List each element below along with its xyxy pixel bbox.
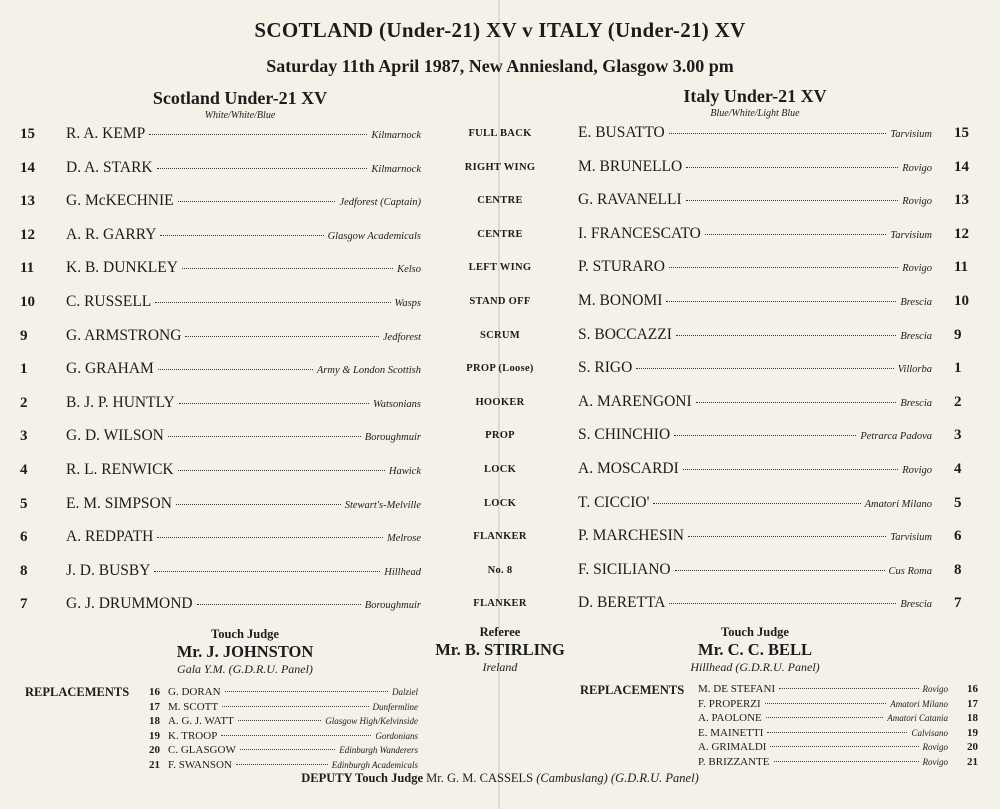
leader-dots [221,735,371,736]
leader-dots [774,761,919,762]
italy-player-club: Rovigo [902,162,932,174]
scotland-player-club: Army & London Scottish [316,365,421,377]
scotland-player-entry [66,259,421,277]
scotland-player-number: 2 [20,394,28,411]
official-club: Ireland [482,660,518,674]
leader-dots [157,168,368,169]
scotland-replacement-row [136,701,418,716]
scotland-player-number: 3 [20,428,28,445]
italy-player-club: Tarvisium [890,532,932,544]
leader-dots [238,720,321,721]
scotland-player-entry [66,159,421,177]
scotland-team-heading [120,88,360,121]
scotland-player-entry [66,562,421,580]
leader-dots [770,746,918,747]
leader-dots [225,691,388,692]
italy-player-club: Brescia [900,330,932,342]
position-label: FULL BACK [468,128,532,139]
position-label: SCRUM [480,329,520,341]
deputy-name: Mr. G. M. CASSELS [426,771,534,785]
scotland-player-entry [66,327,421,345]
scotland-player-club: Kelso [397,264,421,276]
official-club: Gala Y.M. (G.D.R.U. Panel) [177,662,313,676]
replacement-number: 20 [967,741,978,754]
italy-player-club: Brescia [900,297,932,308]
scotland-replacement-row [136,730,418,745]
leader-dots [157,537,383,538]
deputy-club: (Cambuslang) (G.D.R.U. Panel) [536,771,699,785]
italy-player-club: Tarvisium [890,229,932,241]
leader-dots [696,402,897,403]
italy-player-number: 2 [954,393,962,410]
position-label: FLANKER [473,598,527,610]
leader-dots [765,703,887,704]
italy-player-number: 3 [954,427,962,444]
scotland-player-name: D. A. STARK [66,158,153,176]
replacement-number: 17 [149,700,160,713]
scotland-player-name: K. B. DUNKLEY [66,259,178,277]
italy-player-name: S. RIGO [578,359,633,377]
replacement-name: A. G. J. WATT [168,715,234,728]
italy-team-name: Italy Under-21 XV [683,86,827,106]
leader-dots [688,536,886,537]
lineup-row [0,388,1000,422]
replacement-name: P. BRIZZANTE [698,756,770,768]
scotland-player-entry [66,495,421,513]
italy-replacement-row [698,698,978,713]
leader-dots [636,368,894,369]
italy-player-name: I. FRANCESCATO [578,224,701,242]
replacement-number: 21 [967,756,978,768]
scotland-player-entry [66,528,421,546]
lineup-row [0,287,1000,321]
leader-dots [149,134,367,135]
leader-dots [669,267,898,268]
italy-player-name: M. BONOMI [578,292,663,309]
italy-team-colours: Blue/White/Light Blue [710,108,800,119]
replacement-number: 16 [967,683,978,695]
official-club: Hillhead (G.D.R.U. Panel) [690,660,820,674]
italy-player-entry [578,460,932,478]
replacement-club: Amatori Catania [887,713,948,724]
position-label: PROP (Loose) [466,363,534,375]
scotland-player-club: Wasps [394,298,421,309]
scotland-player-number: 10 [20,294,35,310]
scotland-player-name: J. D. BUSBY [66,561,151,579]
replacement-club: Glasgow High/Kelvinside [325,716,418,727]
replacement-name: C. GLASGOW [168,744,236,757]
italy-player-club: Cus Roma [888,565,932,577]
leader-dots [674,435,856,436]
italy-player-number: 4 [954,461,962,477]
scotland-player-name: R. A. KEMP [66,125,146,142]
scotland-team-name: Scotland Under-21 XV [152,88,328,108]
italy-player-name: S. CHINCHIO [578,426,671,444]
italy-player-entry [578,594,932,612]
replacement-name: E. MAINETTI [698,726,764,739]
scotland-player-name: G. GRAHAM [66,360,154,378]
italy-player-entry [578,158,932,176]
lineup-row [0,253,1000,287]
italy-player-entry [578,359,932,377]
italy-player-entry [578,124,932,142]
official-role: Touch Judge [211,627,279,641]
italy-player-name: S. BOCCAZZI [578,325,672,343]
italy-player-number: 14 [954,158,969,175]
scotland-player-name: A. R. GARRY [66,225,157,243]
scotland-replacements-label: REPLACEMENTS [25,685,130,699]
lineup-row [0,354,1000,388]
replacement-number: 21 [149,759,160,771]
leader-dots [182,268,393,269]
scotland-player-club: Jedforest (Captain) [339,197,421,209]
italy-player-number: 6 [954,528,962,545]
scotland-player-club: Hillhead [384,566,421,578]
replacement-club: Dunfermline [372,701,418,712]
italy-player-name: M. BRUNELLO [578,157,683,175]
lineup-row [0,186,1000,220]
leader-dots [653,503,860,504]
scotland-player-club: Glasgow Academicals [327,230,421,242]
lineup-row [0,220,1000,254]
leader-dots [176,504,341,505]
scotland-player-entry [66,360,421,378]
scotland-player-entry [66,125,421,143]
replacement-club: Dalziel [392,687,418,697]
leader-dots [158,369,313,370]
scotland-team-colours: White/White/Blue [204,110,276,121]
replacement-number: 18 [967,712,978,725]
italy-player-number: 12 [954,225,969,242]
scotland-player-club: Melrose [386,533,421,545]
replacement-club: Edinburgh Academicals [331,760,418,770]
replacement-name: G. DORAN [168,686,221,698]
leader-dots [185,336,378,337]
scotland-player-number: 4 [20,462,28,478]
scotland-player-entry [66,427,421,445]
position-label: CENTRE [477,228,523,240]
italy-player-club: Rovigo [902,465,932,476]
italy-player-club: Tarvisium [890,129,932,140]
scotland-replacement-row [136,744,418,759]
italy-replacement-row [698,727,978,742]
lineup-row [0,321,1000,355]
replacement-name: F. PROPERZI [698,697,761,710]
leader-dots [675,570,885,571]
official-name: Mr. C. C. BELL [698,640,812,659]
scotland-player-name: C. RUSSELL [66,293,152,310]
italy-player-club: Amatori Milano [864,498,932,510]
touch-judge-left [130,627,360,677]
italy-player-entry [578,258,932,276]
leader-dots [669,133,887,134]
italy-player-number: 15 [954,125,969,141]
scotland-player-entry [66,595,421,613]
leader-dots [767,732,907,733]
scotland-player-entry [66,293,421,311]
replacement-name: M. DE STEFANI [698,683,776,695]
touch-judge-right [640,625,870,675]
leader-dots [666,301,896,302]
referee [400,625,600,675]
leader-dots [669,603,896,604]
italy-player-number: 10 [954,293,969,309]
italy-player-entry [578,292,932,310]
italy-player-number: 9 [954,326,962,343]
replacement-name: K. TROOP [168,729,218,742]
leader-dots [178,201,336,202]
lineup-row [0,153,1000,187]
lineup-row [0,119,1000,153]
position-label: FLANKER [473,531,527,543]
leader-dots [179,403,369,404]
position-label: STAND OFF [469,296,531,307]
replacement-club: Edinburgh Wanderers [339,745,418,756]
italy-replacement-row [698,683,978,698]
italy-player-entry [578,494,932,512]
italy-player-entry [578,426,932,444]
scotland-player-entry [66,394,421,412]
replacement-number: 20 [149,744,160,757]
replacement-club: Rovigo [922,684,948,694]
scotland-player-name: A. REDPATH [66,528,154,546]
italy-player-name: E. BUSATTO [578,124,665,141]
leader-dots [168,436,361,437]
scotland-replacement-row [136,686,418,701]
official-name: Mr. B. STIRLING [435,640,565,659]
italy-player-name: F. SICILIANO [578,560,671,578]
official-role: Touch Judge [721,625,789,639]
scotland-player-number: 5 [20,495,28,512]
position-label: CENTRE [477,195,523,207]
replacement-number: 19 [967,726,978,739]
leader-dots [160,235,323,236]
scotland-player-number: 8 [20,562,28,579]
scotland-player-club: Jedforest [382,331,421,343]
scotland-player-name: G. D. WILSON [66,427,164,445]
italy-replacement-row [698,741,978,756]
scotland-player-club: Watsonians [372,398,421,410]
scotland-player-number: 11 [20,260,35,277]
scotland-player-number: 12 [20,226,35,243]
italy-player-name: T. CICCIO' [578,493,650,511]
italy-player-number: 7 [954,595,962,612]
scotland-player-club: Hawick [388,466,421,477]
italy-replacements-label: REPLACEMENTS [580,683,685,697]
italy-player-name: P. MARCHESIN [578,527,684,545]
replacement-number: 18 [149,715,160,728]
leader-dots [236,764,328,765]
official-name: Mr. J. JOHNSTON [176,642,314,661]
italy-player-entry [578,527,932,545]
italy-player-name: P. STURARO [578,258,665,276]
scotland-player-club: Stewart's-Melville [344,499,421,511]
italy-replacement-row [698,756,978,771]
italy-team-heading [640,86,870,119]
scotland-player-number: 1 [20,361,28,378]
scotland-player-name: G. McKECHNIE [66,192,174,210]
lineup-row [0,421,1000,455]
leader-dots [686,167,898,168]
leader-dots [222,706,368,707]
italy-player-entry [578,561,932,579]
official-role: Referee [479,625,521,639]
scotland-player-entry [66,192,421,210]
italy-replacement-row [698,712,978,727]
scotland-player-name: B. J. P. HUNTLY [66,393,175,411]
replacement-club: Rovigo [922,742,948,753]
scotland-player-number: 9 [20,327,28,344]
scotland-player-number: 14 [20,159,35,176]
scotland-player-number: 13 [20,193,35,210]
position-label: HOOKER [475,396,525,408]
leader-dots [779,688,918,689]
italy-player-number: 5 [954,494,962,511]
leader-dots [676,335,896,336]
italy-player-number: 11 [954,259,969,276]
lineup-row [0,556,1000,590]
scotland-player-entry [66,461,421,479]
leader-dots [683,469,898,470]
replacement-name: F. SWANSON [168,759,232,771]
scotland-player-name: G. J. DRUMMOND [66,595,193,613]
leader-dots [197,604,361,605]
leader-dots [178,470,385,471]
deputy-touch-judge [0,771,1000,786]
italy-player-club: Villorba [897,364,932,376]
scotland-player-club: Kilmarnock [371,130,421,141]
italy-player-name: A. MARENGONI [578,392,692,410]
italy-player-club: Brescia [900,397,932,409]
italy-player-entry [578,191,932,209]
leader-dots [154,571,380,572]
leader-dots [686,200,899,201]
italy-player-name: D. BERETTA [578,594,666,612]
italy-player-club: Brescia [900,599,932,611]
replacement-number: 16 [149,686,160,698]
italy-player-entry [578,393,932,411]
match-subtitle: Saturday 11th April 1987, New Anniesland, Glasgow 3.00 pm [266,56,734,76]
italy-player-club: Petrarca Padova [860,431,932,443]
leader-dots [240,749,335,750]
leader-dots [705,234,886,235]
scotland-player-number: 6 [20,529,28,546]
position-label: LEFT WING [468,262,532,274]
italy-player-name: G. RAVANELLI [578,191,682,209]
scotland-player-name: E. M. SIMPSON [66,494,172,512]
replacement-club: Amatori Milano [890,698,948,709]
italy-player-name: A. MOSCARDI [578,460,679,477]
replacement-name: A. GRIMALDI [698,741,767,754]
replacement-club: Rovigo [922,757,948,767]
scotland-player-name: G. ARMSTRONG [66,326,182,344]
replacement-club: Calvisano [911,727,948,738]
replacement-name: A. PAOLONE [698,712,762,725]
scotland-player-number: 7 [20,596,28,613]
position-label: LOCK [483,464,517,475]
position-label: No. 8 [487,564,513,576]
italy-player-number: 1 [954,360,962,377]
position-label: RIGHT WING [464,161,536,173]
replacement-number: 17 [967,697,978,710]
scotland-player-entry [66,226,421,244]
italy-player-entry [578,326,932,344]
italy-player-club: Rovigo [902,196,932,208]
scotland-player-number: 15 [20,126,35,142]
italy-player-entry [578,225,932,243]
match-title: SCOTLAND (Under-21) XV v ITALY (Under-21) XV [254,18,746,42]
replacement-club: Gordonians [375,730,418,741]
deputy-label: DEPUTY Touch Judge [301,771,424,785]
italy-player-club: Rovigo [902,263,932,275]
scotland-player-name: R. L. RENWICK [66,461,174,478]
scotland-replacement-row [136,715,418,730]
scotland-player-club: Boroughmuir [364,432,421,444]
replacement-number: 19 [149,729,160,742]
replacement-name: M. SCOTT [168,700,219,713]
italy-player-number: 8 [954,561,962,578]
lineup-row [0,455,1000,489]
position-label: LOCK [483,497,517,509]
italy-player-number: 13 [954,192,969,209]
position-label: PROP [485,430,515,442]
lineup-row [0,589,1000,623]
scotland-player-club: Kilmarnock [371,163,421,175]
leader-dots [155,302,390,303]
scotland-player-club: Boroughmuir [364,600,421,612]
leader-dots [766,717,883,718]
lineup-row [0,489,1000,523]
lineup-row [0,522,1000,556]
